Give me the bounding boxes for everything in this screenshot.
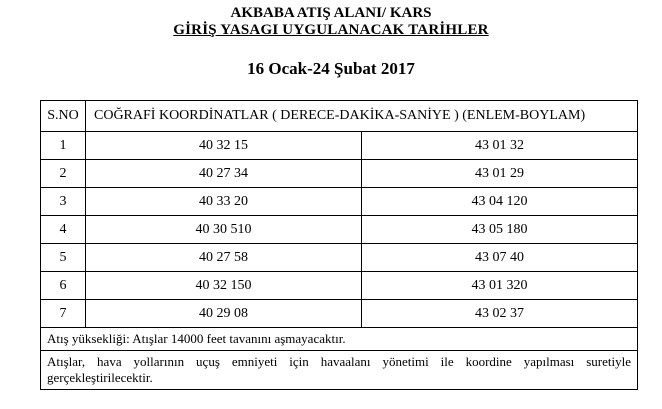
table-row	[41, 188, 638, 216]
coordinates-table	[40, 100, 638, 390]
row-number: 7	[41, 300, 86, 328]
longitude-cell: 43 07 40	[362, 244, 638, 272]
latitude-cell: 40 32 150	[86, 272, 362, 300]
date-range: 16 Ocak-24 Şubat 2017	[247, 59, 415, 78]
row-number: 2	[41, 160, 86, 188]
row-number: 4	[41, 216, 86, 244]
table-row	[41, 132, 638, 160]
longitude-cell: 43 02 37	[362, 300, 638, 328]
latitude-cell: 40 32 15	[86, 132, 362, 160]
table-row	[41, 300, 638, 328]
longitude-cell: 43 01 320	[362, 272, 638, 300]
table-note-row	[41, 351, 638, 390]
table-header-row	[41, 101, 638, 132]
row-number: 1	[41, 132, 86, 160]
table-note-row	[41, 328, 638, 351]
page-title: AKBABA ATIŞ ALANI/ KARS	[230, 5, 432, 21]
altitude-note: Atış yüksekliği: Atışlar 14000 feet tavanını aşmayacaktır.	[41, 328, 638, 351]
latitude-cell: 40 33 20	[86, 188, 362, 216]
longitude-cell: 43 01 29	[362, 160, 638, 188]
latitude-cell: 40 30 510	[86, 216, 362, 244]
row-number: 3	[41, 188, 86, 216]
latitude-cell: 40 27 58	[86, 244, 362, 272]
table-row	[41, 160, 638, 188]
longitude-cell: 43 04 120	[362, 188, 638, 216]
row-number: 6	[41, 272, 86, 300]
latitude-cell: 40 27 34	[86, 160, 362, 188]
column-header-coordinates: COĞRAFİ KOORDİNATLAR ( DERECE-DAKİKA-SANİYE ) (ENLEM-BOYLAM)	[86, 101, 638, 132]
table-row	[41, 216, 638, 244]
latitude-cell: 40 29 08	[86, 300, 362, 328]
table-row	[41, 272, 638, 300]
longitude-cell: 43 05 180	[362, 216, 638, 244]
table-row	[41, 244, 638, 272]
coordination-note: Atışlar, hava yollarının uçuş emniyeti için havaalanı yönetimi ile koordine yapılması suretiyle gerçekleştirilecektir.	[41, 351, 638, 390]
column-header-sno: S.NO	[41, 101, 86, 132]
page-subtitle: GİRİŞ YASAGI UYGULANACAK TARİHLER	[173, 22, 489, 38]
row-number: 5	[41, 244, 86, 272]
longitude-cell: 43 01 32	[362, 132, 638, 160]
